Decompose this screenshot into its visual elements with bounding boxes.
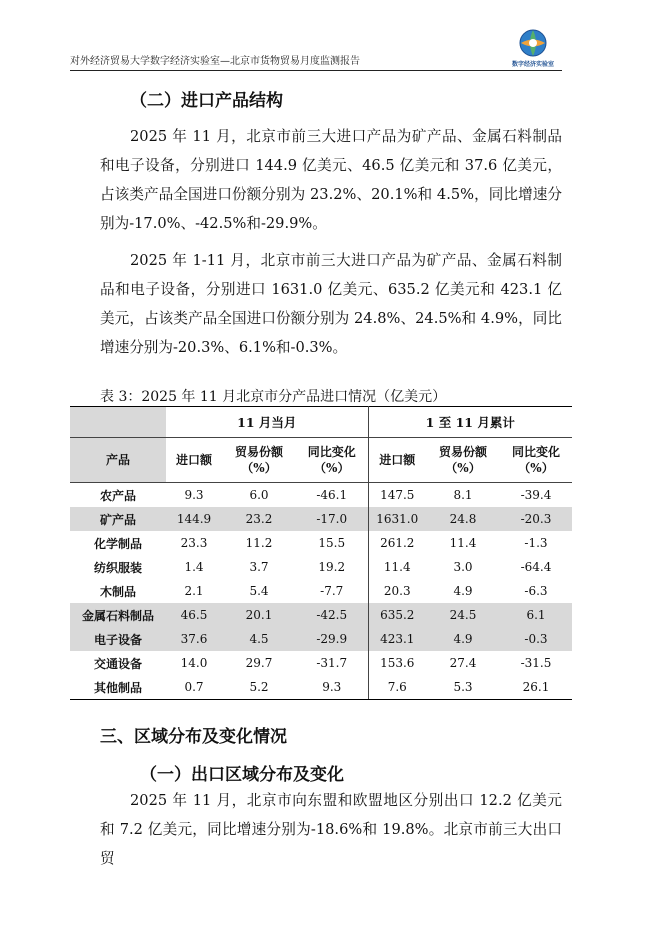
row-product: 其他制品 [70,675,166,700]
cell-month-share: 5.4 [249,584,269,598]
cell-month-import: 14.0 [180,656,208,670]
cell-ytd-share: 27.4 [449,656,477,670]
table-row [70,483,572,508]
section-title-import-structure: （二）进口产品结构 [130,91,283,111]
table-row [70,627,572,651]
page-header [70,32,562,71]
paragraph-ytd-imports: 2025 年 1-11 月，北京市前三大进口产品为矿产品、金属石料制品和电子设备，分别进口 1631.0 亿美元、635.2 亿美元和 423.1 亿美元，占该类产品全国进口份额分别为 24.8%、24.5%和 4.9%，同比增速分别为-20.3%、6.1%和-0.3%。 [100,252,562,356]
col-header-month-import: 进口额 [166,438,222,483]
cell-month-yoy: -31.7 [296,651,368,675]
cell-ytd-yoy: -1.3 [524,536,548,550]
table-row [70,603,572,627]
cell-month-share: 5.2 [222,675,296,700]
cell-ytd-import: 11.4 [383,560,411,574]
cell-month-yoy: -7.7 [296,579,368,603]
cell-month-import: 23.3 [180,536,208,550]
globe-logo-icon [518,28,548,58]
cell-month-share: 23.2 [245,512,273,526]
row-product: 木制品 [99,584,136,599]
cell-ytd-share: 3.0 [453,560,473,574]
table-row [70,507,572,531]
cell-month-import: 1.4 [184,560,204,574]
cell-month-share: 29.7 [245,656,273,670]
cell-month-share: 20.1 [245,608,273,622]
cell-month-yoy: 15.5 [296,531,368,555]
row-product: 交通设备 [93,656,142,671]
cell-ytd-share: 24.5 [449,608,477,622]
cell-ytd-import: 261.2 [380,536,415,550]
paragraph-november-imports: 2025 年 11 月，北京市前三大进口产品为矿产品、金属石料制品和电子设备，分别进口 144.9 亿美元、46.5 亿美元和 37.6 亿美元，占该类产品全国进口份额分别为 23.2%、20.1%和 4.5%，同比增速分别为-17.0%、-42.5%和-29.9%。 [100,128,562,232]
col-header-month-share: 贸易份额（%） [222,438,296,483]
table-row [70,531,572,555]
row-product: 金属石料制品 [81,608,154,623]
row-product: 矿产品 [99,512,136,527]
cell-month-import: 2.1 [184,584,204,598]
cell-month-share: 4.5 [249,632,269,646]
cell-month-yoy: 9.3 [296,675,368,700]
row-product: 纺织服装 [93,560,142,575]
table-caption: 表 3：2025 年 11 月北京市分产品进口情况（亿美元） [100,389,447,405]
cell-ytd-share: 24.8 [449,512,477,526]
cell-month-share: 3.7 [249,560,269,574]
table-row [70,675,572,700]
col-header-ytd-import: 进口额 [368,438,426,483]
cell-ytd-import: 153.6 [380,656,415,670]
cell-month-yoy: -29.9 [296,627,368,651]
cell-month-import: 0.7 [166,675,222,700]
group-header-month: 11 月当月 [166,407,368,438]
cell-ytd-import: 7.6 [368,675,426,700]
cell-ytd-share: 8.1 [453,488,473,502]
cell-ytd-yoy: -31.5 [520,656,552,670]
cell-month-share: 11.2 [245,536,273,550]
cell-ytd-share: 5.3 [426,675,500,700]
cell-ytd-yoy: 26.1 [500,675,572,700]
cell-ytd-yoy: -0.3 [524,632,548,646]
cell-ytd-share: 4.9 [453,632,473,646]
cell-ytd-yoy: -20.3 [520,512,552,526]
cell-month-import: 46.5 [180,608,208,622]
col-header-month-yoy: 同比变化（%） [296,438,368,483]
group-header-ytd: 1 至 11 月累计 [368,407,572,438]
import-by-product-table [70,406,572,700]
cell-month-yoy: 19.2 [296,555,368,579]
cell-month-yoy: -46.1 [296,483,368,508]
cell-month-yoy: -17.0 [296,507,368,531]
cell-ytd-import: 147.5 [380,488,415,502]
cell-ytd-yoy: -64.4 [520,560,552,574]
cell-month-import: 37.6 [180,632,208,646]
table-row [70,651,572,675]
cell-month-import: 144.9 [176,512,212,526]
cell-month-yoy: -42.5 [296,603,368,627]
cell-month-share: 6.0 [249,488,269,502]
header-title: 对外经济贸易大学数字经济实验室—北京市货物贸易月度监测报告 [70,56,360,67]
section-title-regional: 三、区域分布及变化情况 [100,727,287,747]
row-product: 农产品 [99,488,136,503]
cell-ytd-yoy: -6.3 [524,584,548,598]
subsection-title-export-regions: （一）出口区域分布及变化 [140,765,344,785]
lab-logo [508,28,558,68]
header-blank-cell [70,407,166,438]
col-header-ytd-share: 贸易份额（%） [426,438,500,483]
table-row [70,579,572,603]
col-header-product: 产品 [70,438,166,483]
cell-ytd-import: 635.2 [380,608,415,622]
cell-ytd-share: 11.4 [449,536,477,550]
cell-ytd-import: 20.3 [383,584,411,598]
cell-ytd-import: 423.1 [380,632,415,646]
cell-ytd-share: 4.9 [453,584,473,598]
table-row [70,555,572,579]
row-product: 化学制品 [93,536,142,551]
logo-caption: 数字经济实验室 [511,61,554,68]
row-product: 电子设备 [93,632,142,647]
cell-month-import: 9.3 [184,488,204,502]
cell-ytd-yoy: -39.4 [520,488,552,502]
cell-ytd-yoy: 6.1 [526,608,546,622]
cell-ytd-import: 1631.0 [376,512,419,526]
col-header-ytd-yoy: 同比变化（%） [500,438,572,483]
paragraph-export-regions: 2025 年 11 月，北京市向东盟和欧盟地区分别出口 12.2 亿美元和 7.2 亿美元，同比增速分别为-18.6%和 19.8%。北京市前三大出口贸 [100,792,562,867]
